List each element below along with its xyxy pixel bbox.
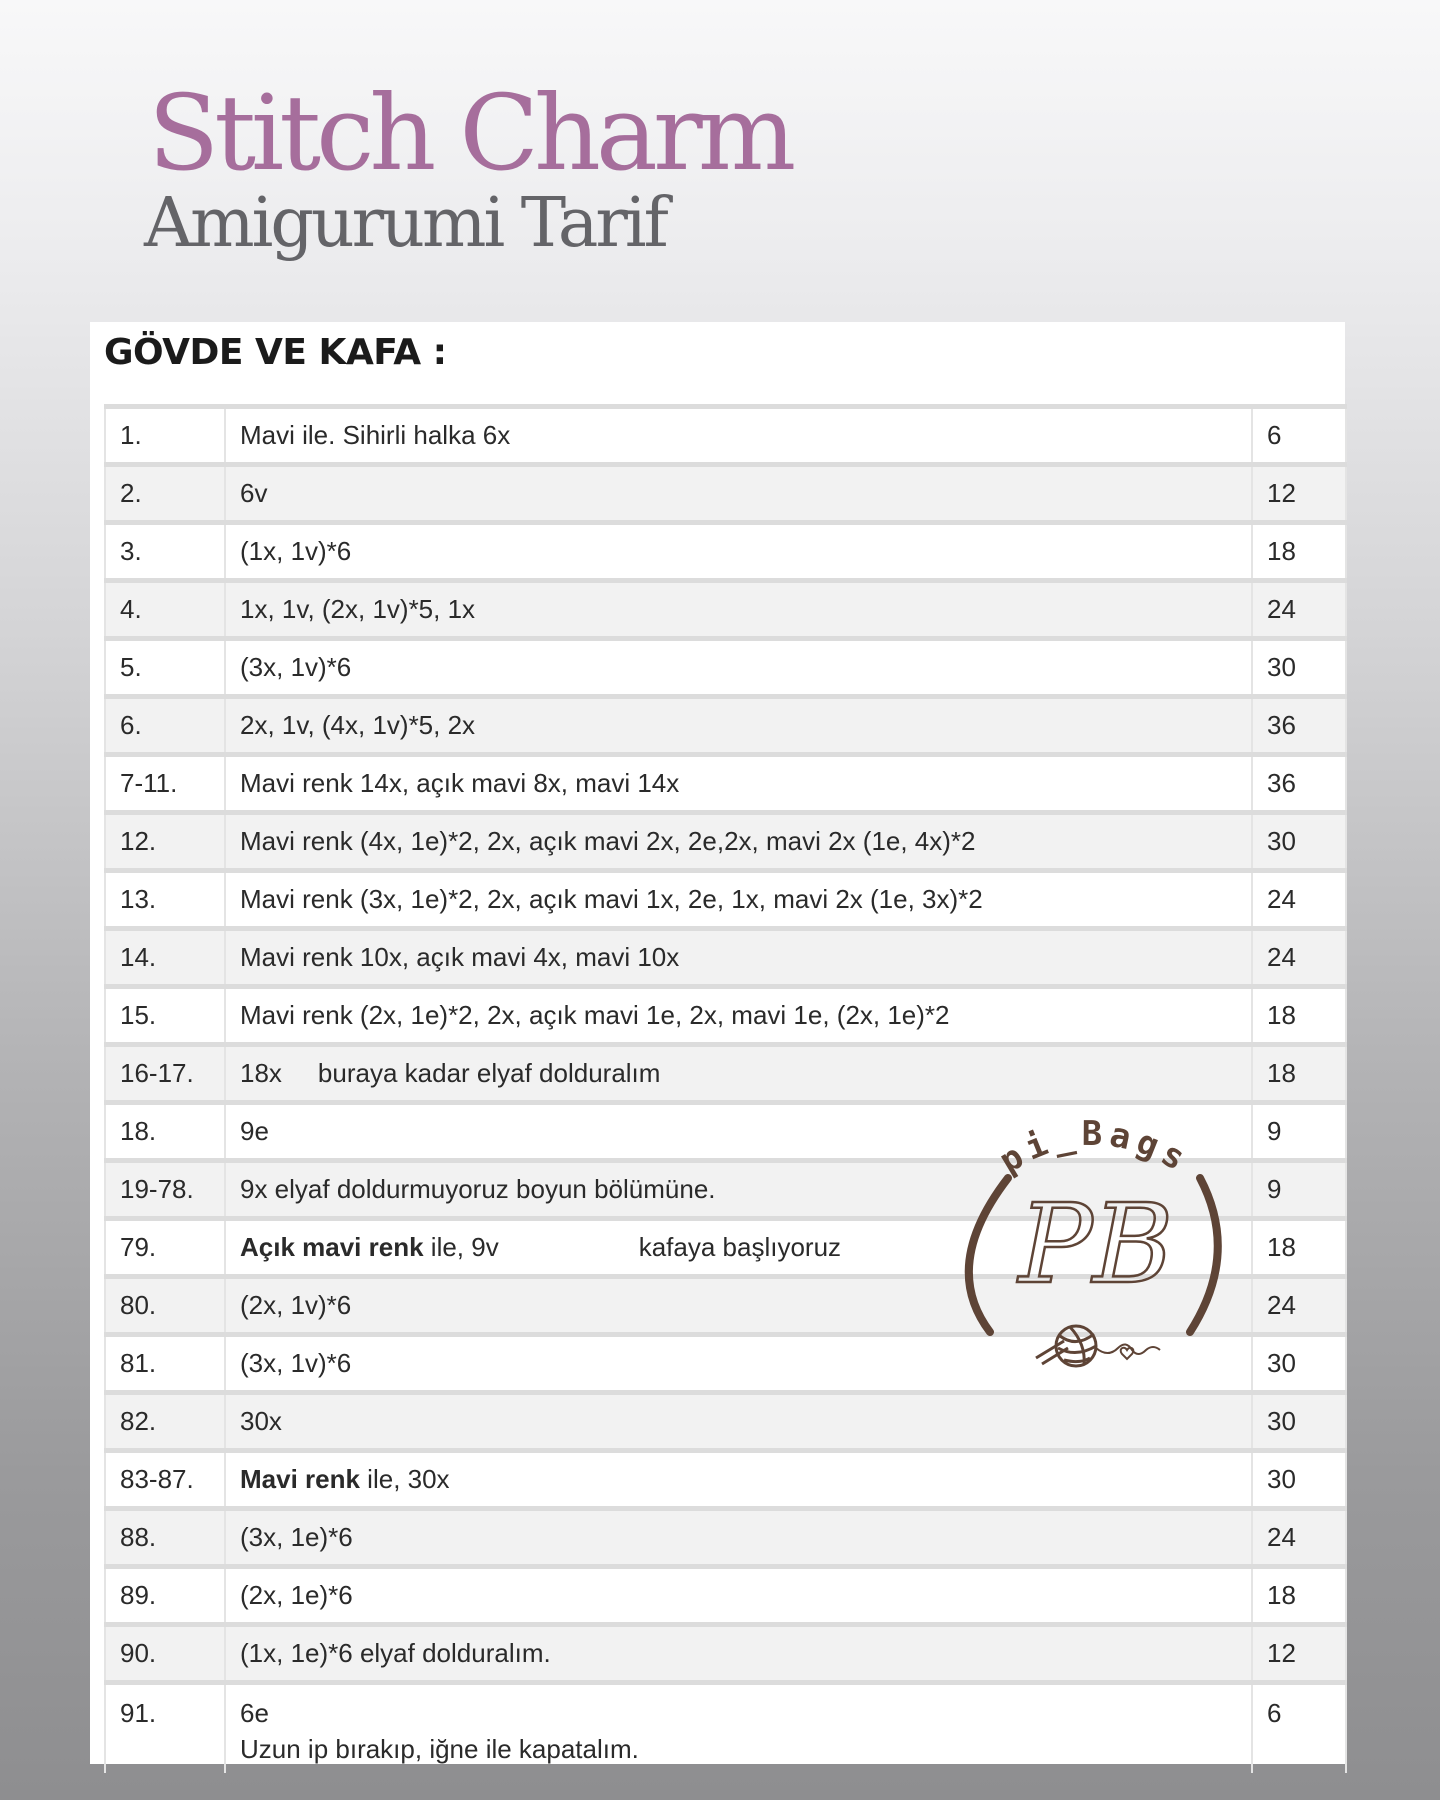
row-stitch-count: 6 (1252, 1683, 1346, 1774)
row-number: 15. (105, 987, 225, 1045)
table-row (105, 1393, 1346, 1451)
row-instruction (225, 1045, 1252, 1103)
row-instruction: (2x, 1v)*6 (225, 1277, 1252, 1335)
table-row (105, 523, 1346, 581)
row-instruction-note: kafaya başlıyoruz (638, 1232, 842, 1262)
table-row (105, 1045, 1346, 1103)
table-row (105, 987, 1346, 1045)
table-row (105, 755, 1346, 813)
row-instruction: 2x, 1v, (4x, 1v)*5, 2x (225, 697, 1252, 755)
row-stitch-count: 12 (1252, 1625, 1346, 1683)
row-instruction-text: 6e (240, 1698, 269, 1728)
row-instruction: Mavi renk 14x, açık mavi 8x, mavi 14x (225, 755, 1252, 813)
table-row (105, 581, 1346, 639)
row-number: 89. (105, 1567, 225, 1625)
table-row (105, 1567, 1346, 1625)
row-instruction: Mavi renk (2x, 1e)*2, 2x, açık mavi 1e, 2x, mavi 1e, (2x, 1e)*2 (225, 987, 1252, 1045)
row-number: 82. (105, 1393, 225, 1451)
row-stitch-count: 36 (1252, 755, 1346, 813)
row-number: 4. (105, 581, 225, 639)
logo-left-bracket (969, 1178, 1008, 1332)
row-stitch-count: 30 (1252, 1335, 1346, 1393)
table-row (105, 871, 1346, 929)
row-stitch-count: 24 (1252, 871, 1346, 929)
row-number: 6. (105, 697, 225, 755)
table-row (105, 1625, 1346, 1683)
row-number: 83-87. (105, 1451, 225, 1509)
row-instruction-text: 18x (240, 1058, 282, 1088)
table-row (105, 639, 1346, 697)
row-stitch-count: 24 (1252, 581, 1346, 639)
pattern-table (104, 404, 1347, 1773)
table-row (105, 929, 1346, 987)
row-number: 91. (105, 1683, 225, 1774)
row-stitch-count: 18 (1252, 1567, 1346, 1625)
row-instruction: Mavi renk (4x, 1e)*2, 2x, açık mavi 2x, 2e,2x, mavi 2x (1e, 4x)*2 (225, 813, 1252, 871)
row-number: 18. (105, 1103, 225, 1161)
row-number: 80. (105, 1277, 225, 1335)
row-instruction-bold: Açık mavi renk (240, 1232, 424, 1262)
row-instruction-text: ile, 30x (359, 1464, 450, 1494)
row-stitch-count: 12 (1252, 465, 1346, 523)
logo-brand-text: pi_Bags (992, 1113, 1198, 1182)
row-number: 7-11. (105, 755, 225, 813)
row-instruction: (3x, 1v)*6 (225, 1335, 1252, 1393)
row-number: 1. (105, 407, 225, 465)
row-stitch-count: 24 (1252, 1277, 1346, 1335)
row-instruction: Mavi ile. Sihirli halka 6x (225, 407, 1252, 465)
row-number: 90. (105, 1625, 225, 1683)
row-instruction: (2x, 1e)*6 (225, 1567, 1252, 1625)
row-number: 2. (105, 465, 225, 523)
row-stitch-count: 9 (1252, 1161, 1346, 1219)
page-subtitle: Amigurumi Tarif (144, 184, 666, 263)
row-instruction-text: ile, 9v (423, 1232, 499, 1262)
row-stitch-count: 18 (1252, 1045, 1346, 1103)
row-number: 19-78. (105, 1161, 225, 1219)
row-instruction: (3x, 1v)*6 (225, 639, 1252, 697)
row-stitch-count: 18 (1252, 1219, 1346, 1277)
document-page (90, 322, 1345, 1764)
row-instruction: (1x, 1e)*6 elyaf dolduralım. (225, 1625, 1252, 1683)
row-number: 14. (105, 929, 225, 987)
row-stitch-count: 18 (1252, 523, 1346, 581)
page-title: Stitch Charm (148, 72, 792, 194)
row-stitch-count: 9 (1252, 1103, 1346, 1161)
row-instruction: 6v (225, 465, 1252, 523)
yarn-ball-icon (1036, 1326, 1160, 1366)
table-row (105, 407, 1346, 465)
row-instruction: (3x, 1e)*6 (225, 1509, 1252, 1567)
row-instruction: 1x, 1v, (2x, 1v)*5, 1x (225, 581, 1252, 639)
row-stitch-count: 6 (1252, 407, 1346, 465)
row-instruction: (1x, 1v)*6 (225, 523, 1252, 581)
row-instruction: 30x (225, 1393, 1252, 1451)
row-instruction: Mavi renk 10x, açık mavi 4x, mavi 10x (225, 929, 1252, 987)
section-heading: GÖVDE VE KAFA : (104, 332, 447, 373)
row-instruction: 9x elyaf doldurmuyoruz boyun bölümüne. (225, 1161, 1252, 1219)
table-row (105, 697, 1346, 755)
pi-bags-logo (948, 1096, 1238, 1380)
row-number: 88. (105, 1509, 225, 1567)
row-instruction-bold: Mavi renk (240, 1464, 360, 1494)
row-number: 5. (105, 639, 225, 697)
row-instruction-line2: Uzun ip bırakıp, iğne ile kapatalım. (240, 1734, 639, 1764)
row-stitch-count: 18 (1252, 987, 1346, 1045)
row-instruction (225, 1451, 1252, 1509)
title-block (144, 72, 792, 263)
row-stitch-count: 24 (1252, 1509, 1346, 1567)
row-number: 79. (105, 1219, 225, 1277)
table-row (105, 1509, 1346, 1567)
row-number: 16-17. (105, 1045, 225, 1103)
row-stitch-count: 30 (1252, 813, 1346, 871)
table-row (105, 1683, 1346, 1774)
row-number: 12. (105, 813, 225, 871)
row-instruction (225, 1683, 1252, 1774)
row-stitch-count: 30 (1252, 1393, 1346, 1451)
table-row (105, 465, 1346, 523)
table-row (105, 1451, 1346, 1509)
row-stitch-count: 30 (1252, 1451, 1346, 1509)
row-instruction-note: buraya kadar elyaf dolduralım (317, 1058, 661, 1088)
table-row (105, 813, 1346, 871)
logo-right-bracket (1190, 1178, 1218, 1332)
row-stitch-count: 36 (1252, 697, 1346, 755)
row-number: 3. (105, 523, 225, 581)
row-stitch-count: 24 (1252, 929, 1346, 987)
row-number: 81. (105, 1335, 225, 1393)
row-number: 13. (105, 871, 225, 929)
row-instruction: 9e (225, 1103, 1252, 1161)
row-stitch-count: 30 (1252, 639, 1346, 697)
row-instruction: Mavi renk (3x, 1e)*2, 2x, açık mavi 1x, 2e, 1x, mavi 2x (1e, 3x)*2 (225, 871, 1252, 929)
logo-monogram: PB (1018, 1180, 1174, 1308)
